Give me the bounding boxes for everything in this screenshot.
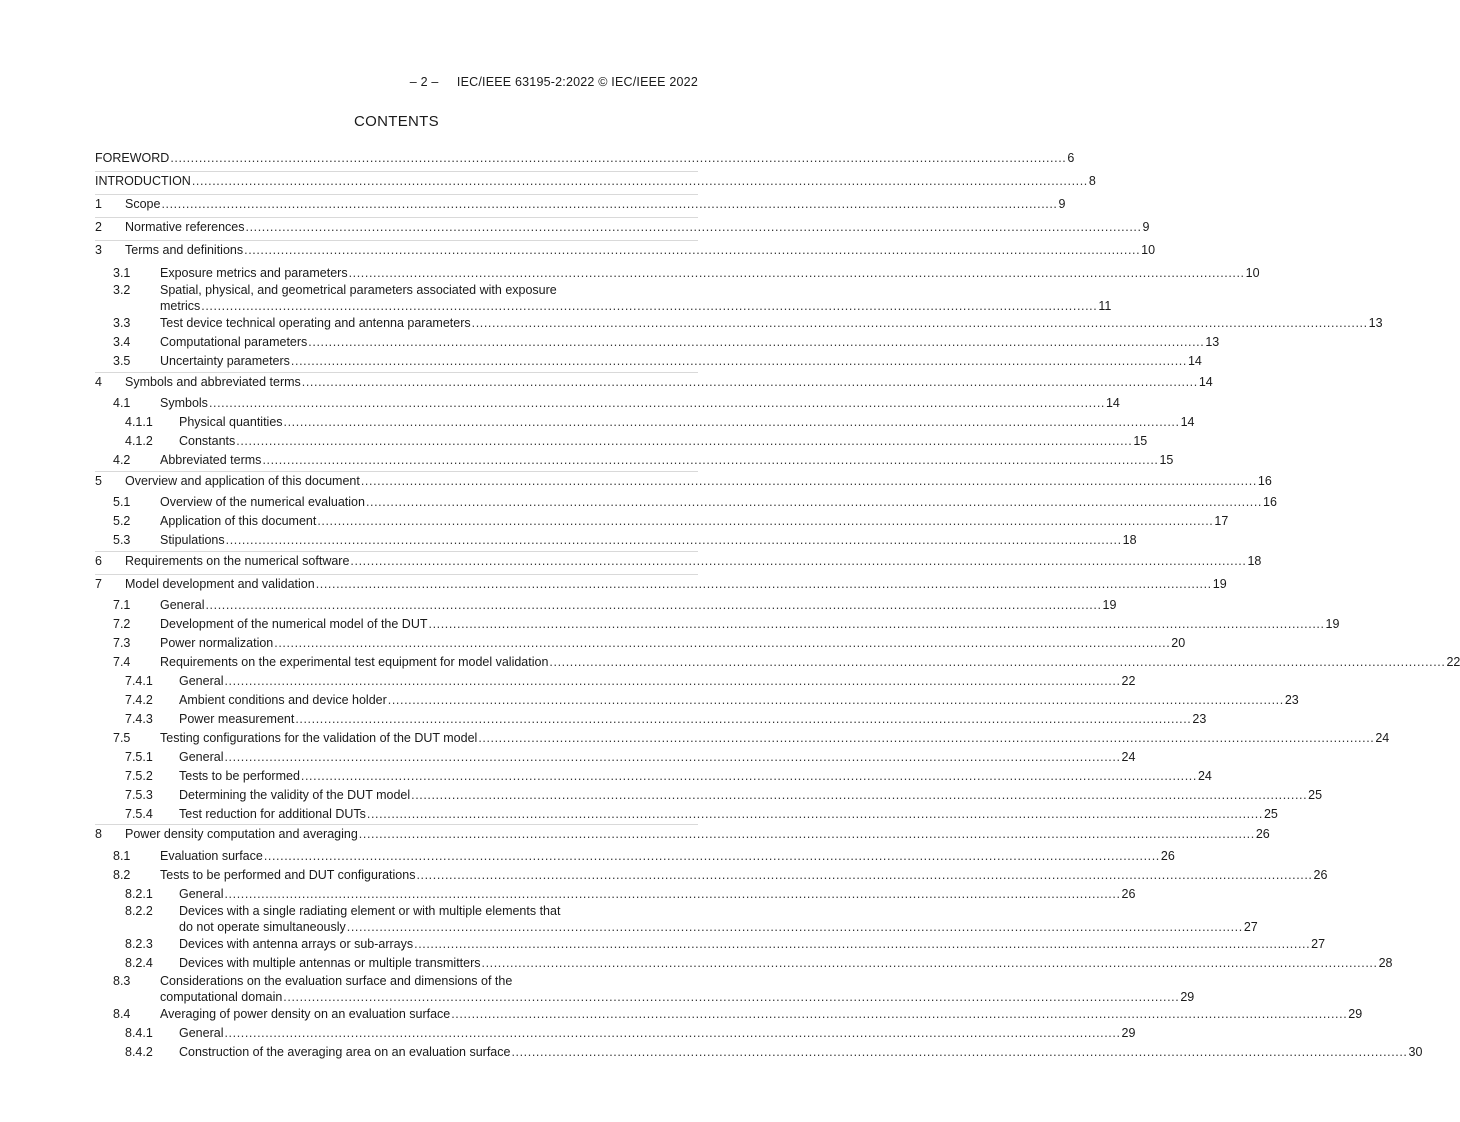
toc-entry-title: General xyxy=(160,598,205,612)
toc-entry-page: 24 xyxy=(1197,769,1212,783)
toc-dot-leader: ............................................................................................................................................................................................................................ xyxy=(428,617,1325,631)
toc-entry-number: 4.1 xyxy=(113,396,131,410)
toc-entry-title: Tests to be performed xyxy=(179,769,300,783)
toc-entry-page: 28 xyxy=(1378,956,1393,970)
toc-entry-number: 3.5 xyxy=(113,354,131,368)
toc-entry-number: 7.5.3 xyxy=(125,788,153,802)
toc-entry[interactable] xyxy=(95,432,1148,451)
toc-entry-title: Symbols and abbreviated terms xyxy=(125,375,301,389)
toc-dot-leader: ............................................................................................................................................................................................................................ xyxy=(478,731,1375,745)
toc-entry-page: 10 xyxy=(1245,266,1260,280)
toc-entry[interactable] xyxy=(95,471,1272,491)
toc-entry-page: 19 xyxy=(1102,598,1117,612)
toc-entry-title: Averaging of power density on an evaluation surface xyxy=(160,1007,451,1021)
toc-entry-title: computational domain xyxy=(160,990,283,1004)
toc-entry-page: 18 xyxy=(1122,533,1137,547)
toc-entry-page: 29 xyxy=(1348,1007,1363,1021)
toc-entry[interactable] xyxy=(95,786,1323,805)
toc-entry-number: 7.5.1 xyxy=(125,750,153,764)
toc-entry-title: Stipulations xyxy=(160,533,225,547)
toc-entry[interactable] xyxy=(95,240,1156,260)
toc-entry-title-line1: Devices with a single radiating element or with multiple elements that xyxy=(179,904,561,918)
toc-entry-page: 13 xyxy=(1368,316,1383,330)
toc-dot-leader: ............................................................................................................................................................................................................................ xyxy=(224,1026,1121,1040)
toc-entry-title: Normative references xyxy=(125,220,245,234)
toc-dot-leader: ............................................................................................................................................................................................................................ xyxy=(236,434,1133,448)
toc-entry[interactable] xyxy=(95,1043,1423,1062)
toc-entry-page: 14 xyxy=(1198,375,1213,389)
toc-dot-leader: ............................................................................................................................................................................................................................ xyxy=(201,299,1098,313)
toc-entry-number: 7 xyxy=(95,577,102,591)
toc-entry-page: 27 xyxy=(1311,937,1326,951)
toc-entry-page: 15 xyxy=(1159,453,1174,467)
toc-entry-number: 6 xyxy=(95,554,102,568)
toc-dot-leader: ............................................................................................................................................................................................................................ xyxy=(414,937,1311,951)
contents-title: CONTENTS xyxy=(354,113,439,130)
toc-dot-leader: ............................................................................................................................................................................................................................ xyxy=(224,887,1121,901)
page-header: – 2 – IEC/IEEE 63195-2:2022 © IEC/IEEE 2022 xyxy=(409,75,698,89)
toc-entry-title: Overview of the numerical evaluation xyxy=(160,495,365,509)
toc-entry[interactable] xyxy=(95,493,1277,512)
toc-entry-title: Test reduction for additional DUTs xyxy=(179,807,366,821)
toc-entry-number: 8.2 xyxy=(113,868,131,882)
toc-entry-page: 24 xyxy=(1375,731,1390,745)
toc-entry-number: 7.5 xyxy=(113,731,131,745)
toc-dot-leader: ............................................................................................................................................................................................................................ xyxy=(205,598,1102,612)
toc-entry[interactable] xyxy=(95,531,1137,550)
toc-entry-title: Abbreviated terms xyxy=(160,453,262,467)
toc-entry-page: 22 xyxy=(1121,674,1136,688)
toc-entry-number: 3.1 xyxy=(113,266,131,280)
toc-entry-page: 16 xyxy=(1263,495,1277,509)
toc-entry[interactable] xyxy=(95,954,1393,973)
toc-entry[interactable] xyxy=(95,194,1066,214)
toc-entry[interactable] xyxy=(95,283,1112,314)
toc-entry-page: 26 xyxy=(1255,827,1270,841)
toc-entry-number: 8.2.4 xyxy=(125,956,153,970)
toc-entry-title: Testing configurations for the validation of the DUT model xyxy=(160,731,478,745)
toc-entry-title: General xyxy=(179,674,224,688)
toc-entry-page: 19 xyxy=(1212,577,1227,591)
toc-entry[interactable] xyxy=(95,634,1186,653)
toc-entry[interactable] xyxy=(95,413,1195,432)
toc-entry-page: 17 xyxy=(1214,514,1229,528)
toc-entry-page: 14 xyxy=(1180,415,1195,429)
toc-entry[interactable] xyxy=(95,512,1229,531)
toc-entry-page: 29 xyxy=(1121,1026,1136,1040)
toc-entry-title: metrics xyxy=(160,299,201,313)
toc-entry-number: 1 xyxy=(95,197,102,211)
toc-entry-page: 29 xyxy=(1180,990,1195,1004)
toc-entry-number: 5.1 xyxy=(113,495,131,509)
toc-entry-number: 8.2.3 xyxy=(125,937,153,951)
toc-entry-number: 8.3 xyxy=(113,974,131,988)
toc-dot-leader: ............................................................................................................................................................................................................................ xyxy=(263,849,1160,863)
toc-entry[interactable] xyxy=(95,551,1262,571)
toc-entry-page: 27 xyxy=(1243,920,1258,934)
toc-entry[interactable] xyxy=(95,866,1328,885)
toc-entry[interactable] xyxy=(95,824,1270,844)
toc-entry[interactable] xyxy=(95,1024,1136,1043)
toc-dot-leader: ............................................................................................................................................................................................................................ xyxy=(315,577,1212,591)
toc-entry-page: 18 xyxy=(1247,554,1262,568)
toc-dot-leader: ............................................................................................................................................................................................................................ xyxy=(301,375,1198,389)
toc-entry-title: do not operate simultaneously xyxy=(179,920,346,934)
toc-entry-title: Exposure metrics and parameters xyxy=(160,266,348,280)
toc-entry[interactable] xyxy=(95,314,1383,333)
toc-dot-leader: ............................................................................................................................................................................................................................ xyxy=(416,868,1313,882)
toc-entry-number: 8.1 xyxy=(113,849,131,863)
toc-dot-leader: ............................................................................................................................................................................................................................ xyxy=(245,220,1142,234)
toc-dot-leader: ............................................................................................................................................................................................................................ xyxy=(224,750,1121,764)
toc-entry-title: General xyxy=(179,750,224,764)
table-of-contents xyxy=(95,145,1460,1062)
toc-entry-page: 19 xyxy=(1325,617,1340,631)
toc-dot-leader: ............................................................................................................................................................................................................................ xyxy=(366,807,1263,821)
toc-dot-leader: ............................................................................................................................................................................................................................ xyxy=(191,174,1088,188)
toc-entry-title: Power density computation and averaging xyxy=(125,827,358,841)
toc-entry[interactable] xyxy=(95,596,1117,615)
toc-entry[interactable] xyxy=(95,451,1174,470)
toc-entry-title: Devices with multiple antennas or multiple transmitters xyxy=(179,956,481,970)
toc-dot-leader: ............................................................................................................................................................................................................................ xyxy=(262,453,1159,467)
toc-entry[interactable] xyxy=(95,805,1278,824)
toc-entry-title: Application of this document xyxy=(160,514,317,528)
toc-entry-number: 7.2 xyxy=(113,617,131,631)
toc-dot-leader: ............................................................................................................................................................................................................................ xyxy=(224,674,1121,688)
toc-entry-title: Overview and application of this document xyxy=(125,474,360,488)
toc-entry-title: Power measurement xyxy=(179,712,295,726)
toc-dot-leader: ............................................................................................................................................................................................................................ xyxy=(225,533,1122,547)
toc-entry-page: 24 xyxy=(1121,750,1136,764)
toc-entry[interactable] xyxy=(95,333,1220,352)
toc-entry-title: General xyxy=(179,887,224,901)
toc-entry[interactable] xyxy=(95,710,1207,729)
toc-entry[interactable] xyxy=(95,149,1075,168)
toc-entry-number: 5 xyxy=(95,474,102,488)
toc-entry-page: 25 xyxy=(1308,788,1323,802)
toc-entry-page: 25 xyxy=(1263,807,1278,821)
toc-entry-title-line1: Considerations on the evaluation surface and dimensions of the xyxy=(160,974,513,988)
toc-entry-title: Requirements on the numerical software xyxy=(125,554,350,568)
toc-dot-leader: ............................................................................................................................................................................................................................ xyxy=(300,769,1197,783)
toc-dot-leader: ............................................................................................................................................................................................................................ xyxy=(481,956,1378,970)
toc-entry[interactable] xyxy=(95,904,1258,935)
toc-entry[interactable] xyxy=(95,748,1136,767)
toc-entry-page: 11 xyxy=(1098,299,1112,313)
toc-entry[interactable] xyxy=(95,615,1340,634)
toc-entry-number: 7.4.1 xyxy=(125,674,153,688)
toc-entry-title: Computational parameters xyxy=(160,335,308,349)
toc-entry-number: 7.4.2 xyxy=(125,693,153,707)
toc-entry[interactable] xyxy=(95,352,1202,371)
toc-entry-title: Devices with antenna arrays or sub-arrays xyxy=(179,937,414,951)
toc-dot-leader: ............................................................................................................................................................................................................................ xyxy=(358,827,1255,841)
toc-entry-page: 16 xyxy=(1257,474,1272,488)
toc-entry-title: Ambient conditions and device holder xyxy=(179,693,387,707)
toc-entry-number: 5.2 xyxy=(113,514,131,528)
toc-entry-title: Development of the numerical model of the DUT xyxy=(160,617,428,631)
toc-entry-number: 3.4 xyxy=(113,335,131,349)
toc-dot-leader: ............................................................................................................................................................................................................................ xyxy=(549,655,1446,669)
toc-entry-title: Power normalization xyxy=(160,636,274,650)
toc-entry-title: Scope xyxy=(125,197,161,211)
toc-entry-title: Test device technical operating and antenna parameters xyxy=(160,316,471,330)
toc-entry-number: 7.1 xyxy=(113,598,131,612)
toc-entry-number: 2 xyxy=(95,220,102,234)
toc-entry-number: 8.4.2 xyxy=(125,1045,153,1059)
toc-entry[interactable] xyxy=(95,372,1213,392)
toc-dot-leader: ............................................................................................................................................................................................................................ xyxy=(451,1007,1348,1021)
toc-dot-leader: ............................................................................................................................................................................................................................ xyxy=(161,197,1058,211)
toc-entry[interactable] xyxy=(95,691,1299,710)
toc-entry-page: 26 xyxy=(1160,849,1175,863)
toc-entry-number: 4.1.2 xyxy=(125,434,153,448)
toc-entry-title: Construction of the averaging area on an evaluation surface xyxy=(179,1045,511,1059)
toc-entry-page: 8 xyxy=(1088,174,1096,188)
toc-entry[interactable] xyxy=(95,171,1096,191)
toc-entry[interactable] xyxy=(95,264,1260,283)
toc-entry-number: 5.3 xyxy=(113,533,131,547)
toc-entry-number: 7.3 xyxy=(113,636,131,650)
toc-entry-number: 4.2 xyxy=(113,453,131,467)
toc-dot-leader: ............................................................................................................................................................................................................................ xyxy=(283,990,1180,1004)
toc-entry-number: 7.4 xyxy=(113,655,131,669)
toc-entry-title: Symbols xyxy=(160,396,208,410)
toc-entry-page: 26 xyxy=(1313,868,1328,882)
toc-entry-number: 4.1.1 xyxy=(125,415,153,429)
toc-entry-number: 7.4.3 xyxy=(125,712,153,726)
toc-dot-leader: ............................................................................................................................................................................................................................ xyxy=(290,354,1187,368)
toc-entry-title: Uncertainty parameters xyxy=(160,354,290,368)
toc-dot-leader: ............................................................................................................................................................................................................................ xyxy=(317,514,1214,528)
toc-entry-page: 9 xyxy=(1142,220,1150,234)
toc-entry[interactable] xyxy=(95,935,1326,954)
toc-entry-title: FOREWORD xyxy=(95,151,170,165)
toc-entry[interactable] xyxy=(95,653,1460,672)
toc-entry-title: Model development and validation xyxy=(125,577,315,591)
toc-entry-number: 8 xyxy=(95,827,102,841)
toc-dot-leader: ............................................................................................................................................................................................................................ xyxy=(308,335,1205,349)
toc-dot-leader: ............................................................................................................................................................................................................................ xyxy=(283,415,1180,429)
toc-entry-number: 4 xyxy=(95,375,102,389)
toc-entry-title-line1: Spatial, physical, and geometrical parameters associated with exposure xyxy=(160,283,557,297)
toc-dot-leader: ............................................................................................................................................................................................................................ xyxy=(511,1045,1408,1059)
toc-entry-page: 30 xyxy=(1408,1045,1423,1059)
toc-entry-title: INTRODUCTION xyxy=(95,174,191,188)
toc-entry-title: Tests to be performed and DUT configurations xyxy=(160,868,416,882)
toc-dot-leader: ............................................................................................................................................................................................................................ xyxy=(348,266,1245,280)
toc-dot-leader: ............................................................................................................................................................................................................................ xyxy=(360,474,1257,488)
toc-dot-leader: ............................................................................................................................................................................................................................ xyxy=(274,636,1171,650)
toc-entry[interactable] xyxy=(95,217,1150,237)
toc-entry-page: 13 xyxy=(1205,335,1220,349)
toc-entry-number: 8.4 xyxy=(113,1007,131,1021)
toc-entry[interactable] xyxy=(95,847,1175,866)
toc-entry-title: Determining the validity of the DUT model xyxy=(179,788,411,802)
toc-entry-title: Terms and definitions xyxy=(125,243,244,257)
toc-entry-number: 8.2.1 xyxy=(125,887,153,901)
toc-entry[interactable] xyxy=(95,885,1136,904)
toc-entry-title: General xyxy=(179,1026,224,1040)
toc-entry-number: 8.4.1 xyxy=(125,1026,153,1040)
toc-entry[interactable] xyxy=(95,574,1227,594)
toc-entry[interactable] xyxy=(95,974,1195,1005)
toc-dot-leader: ............................................................................................................................................................................................................................ xyxy=(411,788,1308,802)
toc-entry-title: Evaluation surface xyxy=(160,849,263,863)
toc-entry-number: 3 xyxy=(95,243,102,257)
toc-dot-leader: ............................................................................................................................................................................................................................ xyxy=(170,151,1067,165)
toc-entry[interactable] xyxy=(95,767,1212,786)
toc-dot-leader: ............................................................................................................................................................................................................................ xyxy=(295,712,1192,726)
toc-dot-leader: ............................................................................................................................................................................................................................ xyxy=(208,396,1105,410)
toc-entry[interactable] xyxy=(95,729,1390,748)
toc-entry-page: 22 xyxy=(1446,655,1460,669)
toc-entry-page: 23 xyxy=(1192,712,1207,726)
toc-entry-page: 23 xyxy=(1284,693,1299,707)
toc-entry-title: Physical quantities xyxy=(179,415,283,429)
toc-entry[interactable] xyxy=(95,1005,1363,1024)
toc-entry-page: 14 xyxy=(1187,354,1202,368)
toc-dot-leader: ............................................................................................................................................................................................................................ xyxy=(387,693,1284,707)
toc-entry-number: 3.2 xyxy=(113,283,131,297)
toc-entry[interactable] xyxy=(95,672,1136,691)
toc-entry-page: 10 xyxy=(1141,243,1156,257)
toc-entry-page: 15 xyxy=(1133,434,1148,448)
toc-entry-page: 26 xyxy=(1121,887,1136,901)
toc-dot-leader: ............................................................................................................................................................................................................................ xyxy=(350,554,1247,568)
toc-entry-page: 20 xyxy=(1171,636,1186,650)
toc-entry-number: 8.2.2 xyxy=(125,904,153,918)
toc-entry-page: 9 xyxy=(1058,197,1066,211)
toc-dot-leader: ............................................................................................................................................................................................................................ xyxy=(471,316,1368,330)
toc-dot-leader: ............................................................................................................................................................................................................................ xyxy=(346,920,1243,934)
toc-entry[interactable] xyxy=(95,394,1120,413)
toc-entry-number: 7.5.4 xyxy=(125,807,153,821)
toc-entry-number: 3.3 xyxy=(113,316,131,330)
toc-entry-number: 7.5.2 xyxy=(125,769,153,783)
toc-dot-leader: ............................................................................................................................................................................................................................ xyxy=(365,495,1263,509)
toc-entry-title: Requirements on the experimental test equipment for model validation xyxy=(160,655,549,669)
toc-entry-page: 14 xyxy=(1105,396,1120,410)
toc-entry-title: Constants xyxy=(179,434,236,448)
toc-entry-page: 6 xyxy=(1067,151,1075,165)
toc-dot-leader: ............................................................................................................................................................................................................................ xyxy=(244,243,1141,257)
